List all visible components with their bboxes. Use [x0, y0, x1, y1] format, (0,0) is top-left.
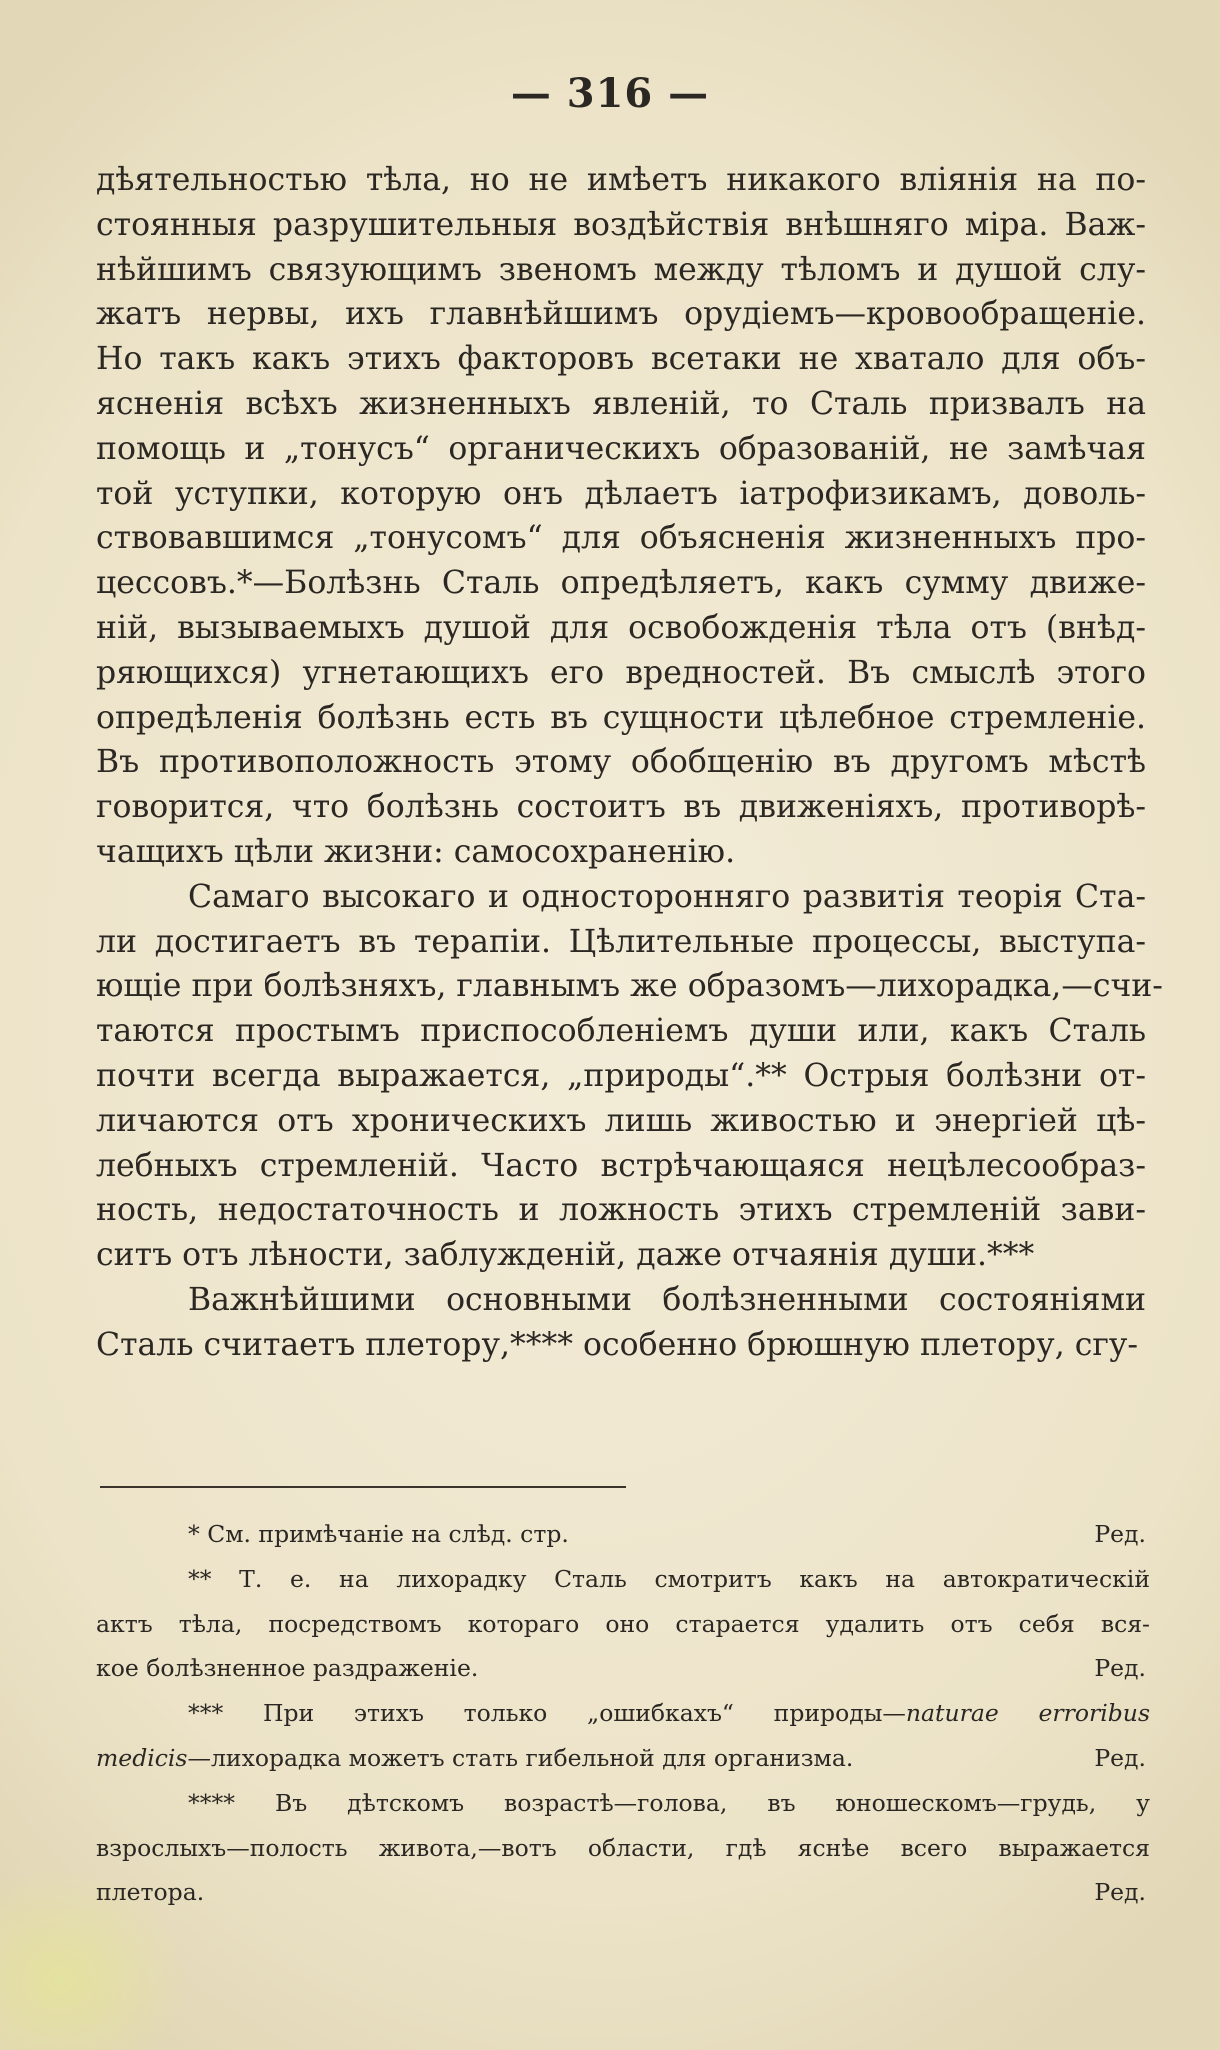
footnote-3 [96, 1691, 1150, 1781]
footnotes [96, 1512, 1150, 1915]
footnote-4-editor-mark: Ред. [1094, 1878, 1146, 1907]
text-line: Но такъ какъ этихъ факторовъ всетаки не хватало для объ- [96, 341, 1146, 378]
footnote-2-line: ** Т. е. на лихорадку Сталь смотритъ какъ на автократическій [188, 1564, 1150, 1593]
text-line: личаются отъ хроническихъ лишь живостью и энергіей цѣ- [96, 1102, 1146, 1139]
footnote-2 [96, 1557, 1150, 1691]
footnote-3-text: *** При этихъ только „ошибкахъ“ природы— [188, 1699, 906, 1728]
text-line: жатъ нервы, ихъ главнѣйшимъ орудіемъ—кровообращеніе. [96, 296, 1146, 333]
footnote-3-text: —лихорадка можетъ стать гибельной для организма. [187, 1743, 854, 1772]
paragraph [96, 875, 1163, 1278]
footnote-divider [100, 1486, 626, 1488]
footnote-2-line: актъ тѣла, посредствомъ котораго оно старается удалить отъ себя вся- [96, 1609, 1150, 1638]
paragraph [96, 1278, 1146, 1368]
footnote-4-line: взрослыхъ—полость живота,—вотъ области, гдѣ яснѣе всего выражается [96, 1833, 1150, 1862]
footnote-3-line [96, 1691, 1150, 1736]
page-number: — 316 — [510, 70, 710, 117]
text-line: цессовъ.*—Болѣзнь Сталь опредѣляетъ, какъ сумму движе- [96, 565, 1146, 602]
footnote-3-line [96, 1736, 853, 1781]
text-line: почти всегда выражается, „природы“.** Острыя болѣзни от- [96, 1057, 1146, 1094]
text-line: Важнѣйшими основными болѣзненными состояніями [188, 1281, 1146, 1318]
text-line: ясненія всѣхъ жизненныхъ явленій, то Сталь призвалъ на [96, 385, 1146, 422]
footnote-1-editor-mark: Ред. [1094, 1520, 1146, 1548]
text-line: Сталь считаетъ плетору,**** особенно брюшную плетору, сгу- [96, 1326, 1139, 1363]
paragraph [96, 158, 1146, 875]
text-line: чащихъ цѣли жизни: самосохраненію. [96, 833, 736, 870]
text-line: той уступки, которую онъ дѣлаетъ іатрофизикамъ, доволь- [96, 475, 1146, 512]
footnote-4-line: плетора. [96, 1878, 205, 1907]
text-line: лебныхъ стремленій. Часто встрѣчающаяся нецѣлесообраз- [96, 1147, 1146, 1184]
text-line: ли достигаетъ въ терапіи. Цѣлительные процессы, выступа- [96, 923, 1146, 960]
footnote-3-latin: medicis [96, 1743, 188, 1772]
text-line: ряющихся) угнетающихъ его вредностей. Въ смыслѣ этого [96, 654, 1146, 691]
footnote-4 [96, 1781, 1150, 1915]
footnote-3-latin: naturae erroribus [905, 1699, 1151, 1728]
text-line: опредѣленія болѣзнь есть въ сущности цѣлебное стремленіе. [96, 699, 1146, 736]
main-text [96, 158, 1163, 1368]
text-line: помощь и „тонусъ“ органическихъ образованій, не замѣчая [96, 430, 1146, 467]
text-line: нѣйшимъ связующимъ звеномъ между тѣломъ и душой слу- [96, 251, 1146, 288]
text-line: Самаго высокаго и односторонняго развитія теорія Ста- [188, 878, 1146, 915]
footnote-1-text: * См. примѣчаніе на слѣд. стр. [188, 1520, 569, 1548]
text-line: ствовавшимся „тонусомъ“ для объясненія жизненныхъ про- [96, 520, 1146, 557]
text-line: дѣятельностью тѣла, но не имѣетъ никакого вліянія на по- [96, 162, 1146, 198]
text-line: таются простымъ приспособленіемъ души или, какъ Сталь [96, 1013, 1146, 1050]
footnote-4-line: **** Въ дѣтскомъ возрастѣ—голова, въ юношескомъ—грудь, у [188, 1788, 1150, 1817]
footnote-2-editor-mark: Ред. [1094, 1654, 1146, 1683]
text-line: ситъ отъ лѣности, заблужденій, даже отчаянія души.*** [96, 1237, 1035, 1274]
text-line: ность, недостаточность и ложность этихъ стремленій зави- [96, 1192, 1146, 1229]
footnote-1 [96, 1512, 1150, 1557]
text-line: стоянныя разрушительныя воздѣйствія внѣшняго міра. Важ- [96, 206, 1146, 243]
footnote-3-editor-mark: Ред. [1094, 1743, 1146, 1772]
text-line: ній, вызываемыхъ душой для освобожденія тѣла отъ (внѣд- [96, 609, 1146, 646]
footnote-2-line: кое болѣзненное раздраженіе. [96, 1654, 479, 1683]
text-line: говорится, что болѣзнь состоитъ въ движеніяхъ, противорѣ- [96, 789, 1146, 826]
text-line: Въ противоположность этому обобщенію въ другомъ мѣстѣ [96, 744, 1146, 781]
text-line: ющіе при болѣзняхъ, главнымъ же образомъ—лихорадка,—счи- [96, 968, 1163, 1005]
